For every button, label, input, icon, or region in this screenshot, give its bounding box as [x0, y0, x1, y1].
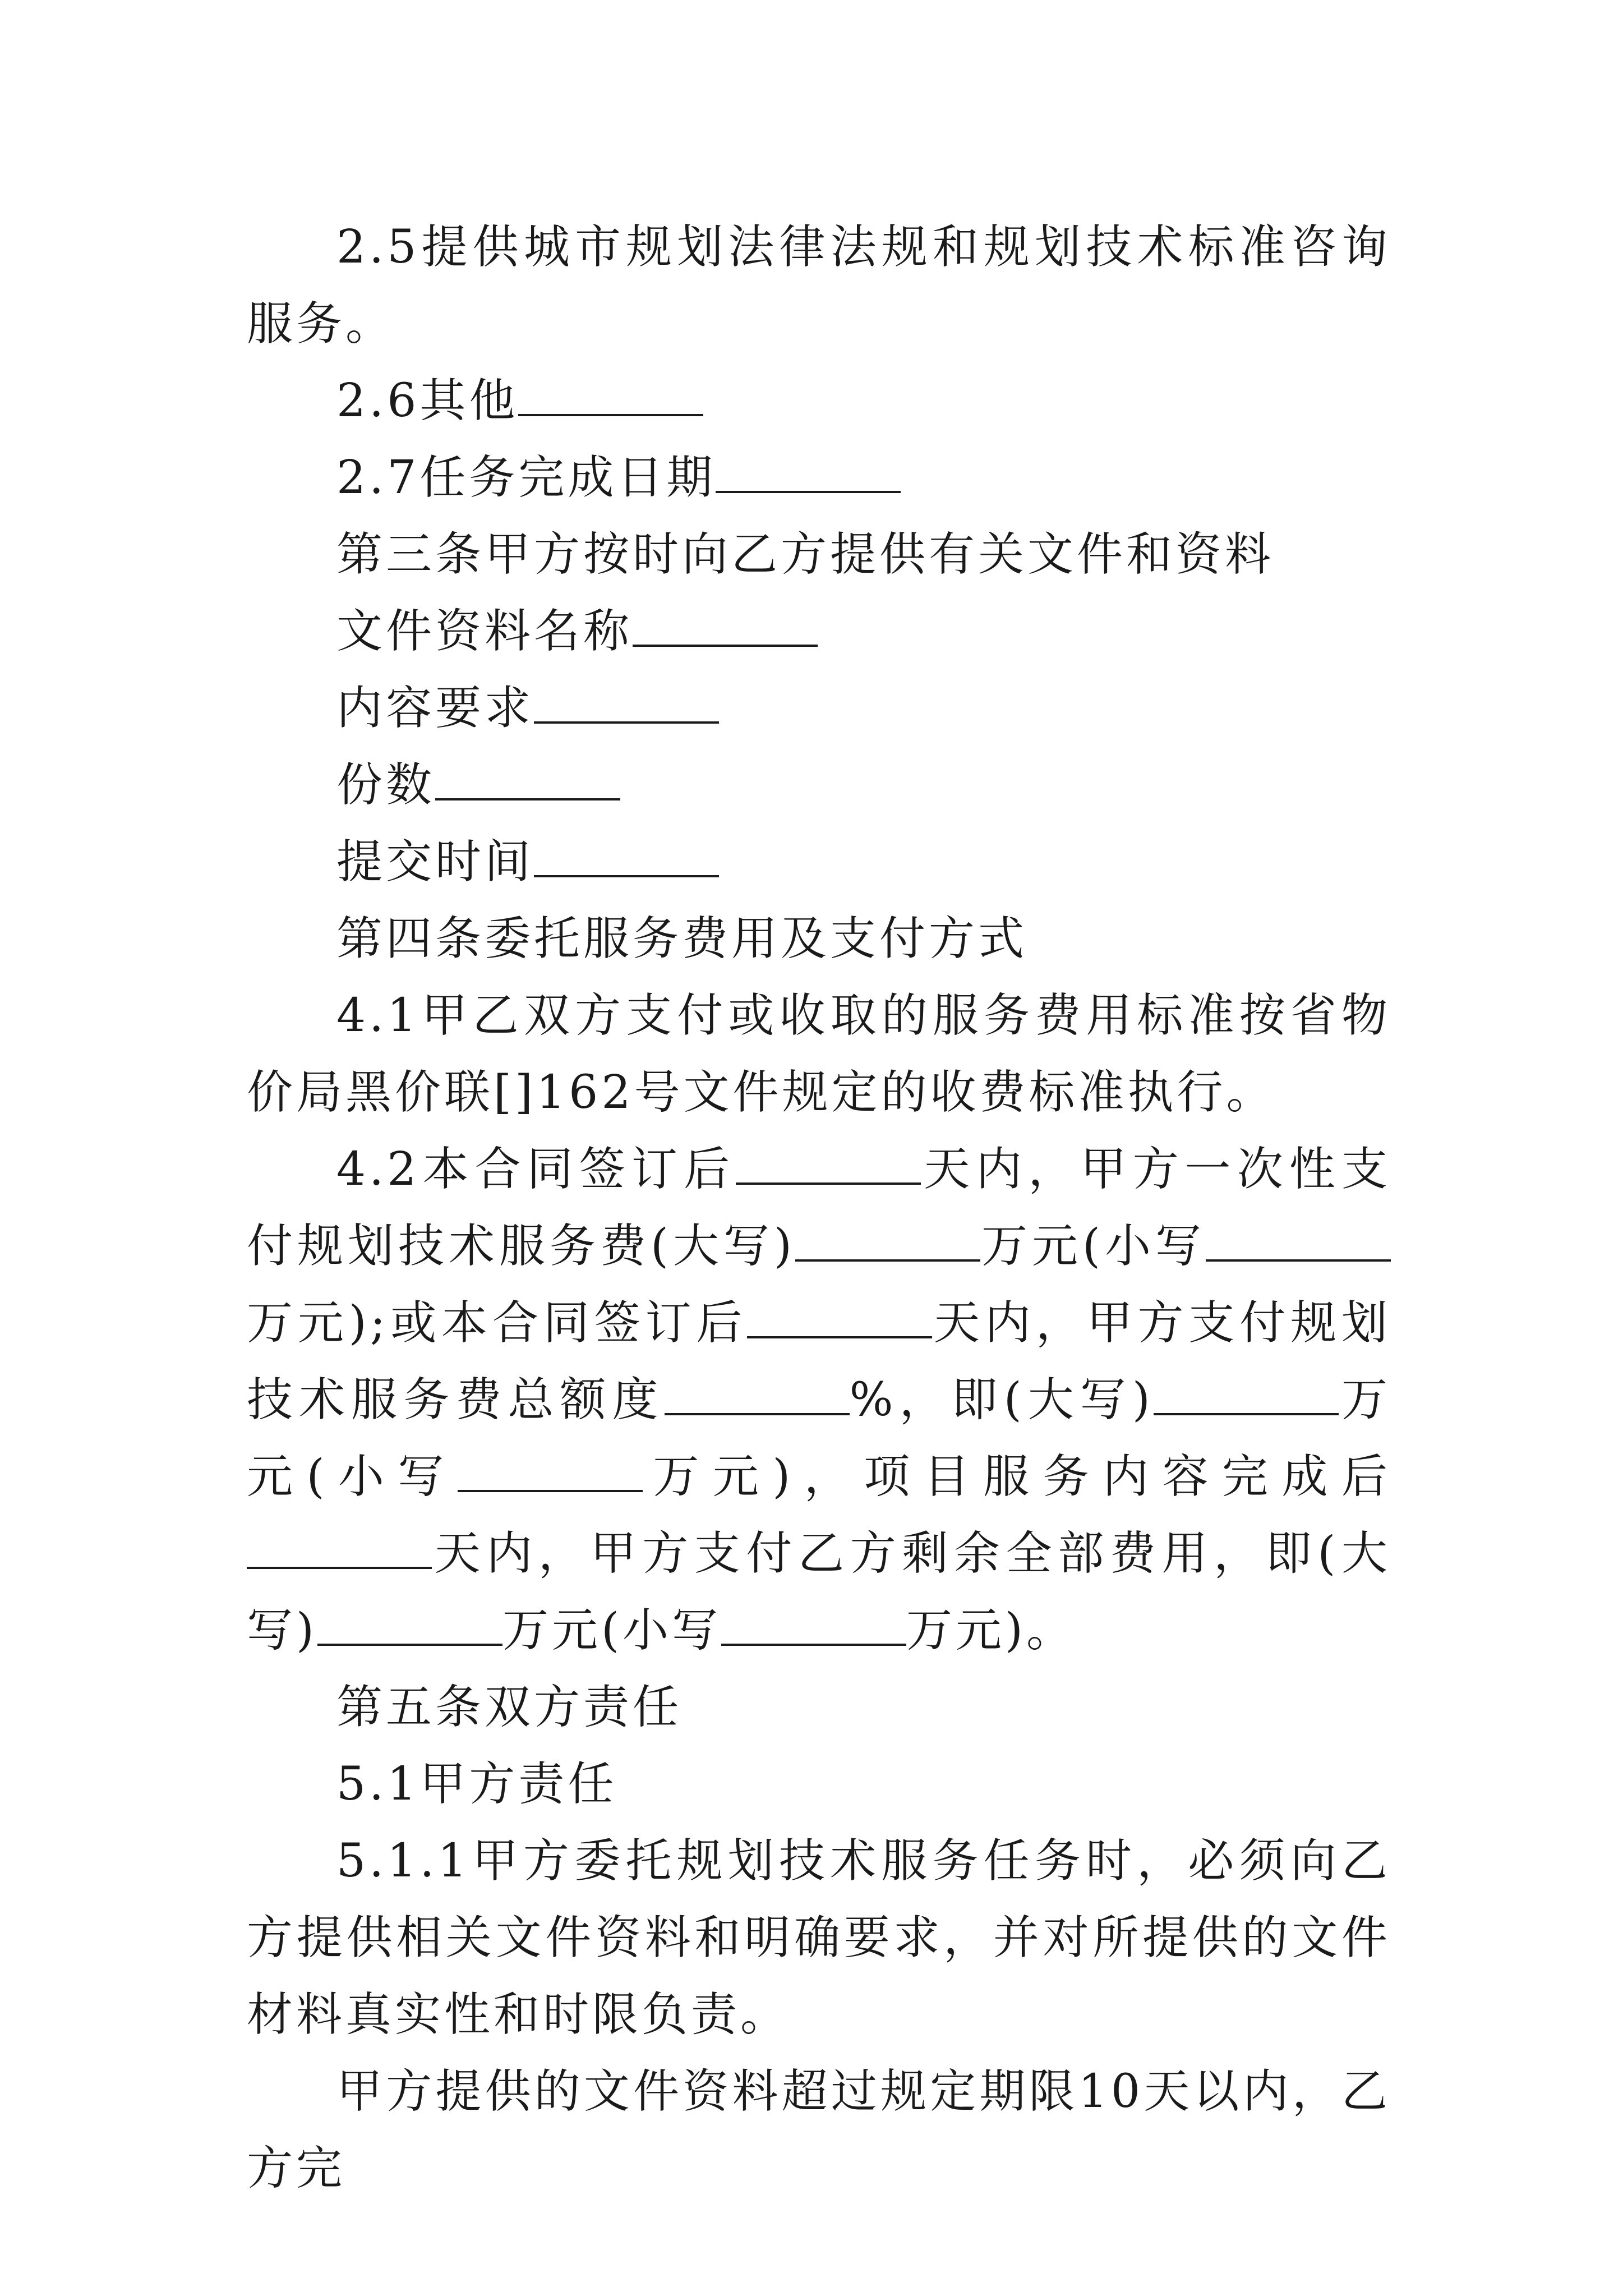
fill-in-blank[interactable]	[747, 1303, 932, 1338]
article-4-heading	[247, 900, 1391, 977]
paragraph-text: 文件资料名称	[336, 605, 633, 658]
clause-4-1	[247, 977, 1391, 1131]
paragraph-text: 2.6其他	[336, 374, 519, 427]
clause-4-2	[247, 1131, 1391, 1669]
clause-2-7	[247, 439, 1391, 516]
fill-in-blank[interactable]	[518, 380, 703, 416]
paragraph-text: 2.7任务完成日期	[336, 451, 716, 504]
submission-time-field	[247, 823, 1391, 900]
paragraph-text: 万元)，项目服务内容完成后	[642, 1450, 1391, 1503]
paragraph-text: 内容要求	[336, 682, 534, 735]
article-5-heading	[247, 1669, 1391, 1746]
fill-in-blank[interactable]	[435, 765, 620, 800]
fill-in-blank[interactable]	[1154, 1379, 1339, 1415]
fill-in-blank[interactable]	[1206, 1226, 1391, 1262]
paragraph-text: 天内，甲方一次性支付规划技术服务费(大写)	[247, 1143, 1391, 1273]
paragraph-text: %，即(大写)	[849, 1373, 1154, 1427]
paragraph-text: 万元);或本合同签订后	[247, 1296, 748, 1350]
paragraph-text: 天内，甲方支付规划技术服务费总额度	[247, 1296, 1391, 1427]
paragraph-text: 2.5提供城市规划法律法规和规划技术标准咨询服务。	[247, 220, 1391, 351]
paragraph-text: 第四条委托服务费用及支付方式	[336, 912, 1028, 965]
clause-5-1-1	[247, 1823, 1391, 2053]
fill-in-blank[interactable]	[795, 1226, 980, 1262]
article-3-heading	[247, 516, 1391, 593]
fill-in-blank[interactable]	[458, 1456, 643, 1492]
paragraph-text: 甲方提供的文件资料超过规定期限10天以内，乙方完	[247, 2065, 1391, 2195]
fill-in-blank[interactable]	[721, 1610, 906, 1646]
document-name-field	[247, 593, 1391, 670]
paragraph-text: 5.1甲方责任	[336, 1757, 617, 1811]
copies-field	[247, 747, 1391, 823]
clause-2-5	[247, 209, 1391, 362]
clause-5-1	[247, 1746, 1391, 1823]
fill-in-blank[interactable]	[247, 1533, 432, 1569]
fill-in-blank[interactable]	[633, 611, 818, 647]
paragraph-text: 4.1甲乙双方支付或收取的服务费用标准按省物价局黑价联[]162号文件规定的收费标准执行。	[247, 989, 1391, 1119]
paragraph-text: 天内，甲方支付乙方剩余全部费用，即(大写)	[247, 1527, 1391, 1657]
paragraph-text: 第五条双方责任	[336, 1681, 683, 1734]
paragraph-text: 万元(小写	[247, 1373, 1391, 1503]
fill-in-blank[interactable]	[534, 688, 719, 724]
paragraph-text: 4.2本合同签订后	[336, 1143, 736, 1196]
paragraph-text: 万元(小写	[502, 1604, 721, 1657]
late-documents-paragraph	[247, 2053, 1391, 2207]
fill-in-blank[interactable]	[736, 1149, 921, 1185]
paragraph-text: 提交时间	[336, 835, 534, 889]
content-requirement-field	[247, 670, 1391, 747]
fill-in-blank[interactable]	[665, 1379, 850, 1415]
paragraph-text: 5.1.1甲方委托规划技术服务任务时，必须向乙方提供相关文件资料和明确要求，并对所提供的文件材料真实性和时限负责。	[247, 1834, 1391, 2041]
paragraph-text: 第三条甲方按时向乙方提供有关文件和资料	[336, 528, 1275, 581]
fill-in-blank[interactable]	[534, 841, 719, 877]
fill-in-blank[interactable]	[317, 1610, 502, 1646]
paragraph-text: 万元)。	[906, 1604, 1076, 1657]
paragraph-text: 万元(小写	[980, 1220, 1206, 1273]
fill-in-blank[interactable]	[716, 457, 901, 493]
paragraph-text: 份数	[336, 758, 436, 812]
document-body	[247, 209, 1391, 2207]
clause-2-6	[247, 362, 1391, 439]
